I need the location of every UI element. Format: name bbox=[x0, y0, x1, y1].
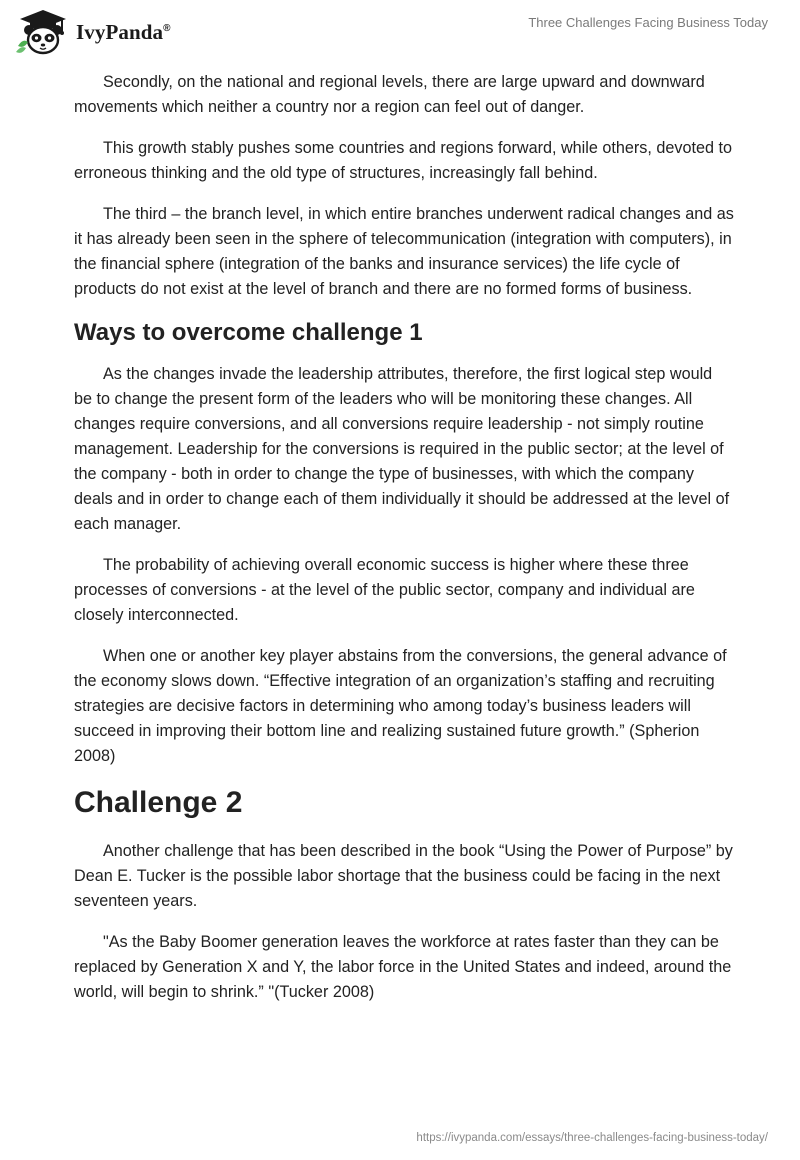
source-url[interactable]: https://ivypanda.com/essays/three-challenges-facing-business-today/ bbox=[416, 1132, 768, 1144]
section-heading-challenge-2: Challenge 2 bbox=[74, 786, 243, 819]
section-heading-ways: Ways to overcome challenge 1 bbox=[74, 319, 423, 346]
paragraph: When one or another key player abstains from the conversions, the general advance of the economy slows down. “Effective integration of an organization’s staffing and recruiting strategies are decisive factors in determining who among today’s business leaders will succeed in improving their bottom line and realizing sustained future growth.” (Spherion 2008) bbox=[74, 647, 727, 765]
page-header bbox=[0, 0, 800, 62]
panda-graduate-icon bbox=[14, 8, 72, 56]
logo[interactable] bbox=[14, 8, 171, 56]
logo-wordmark: IvyPanda® bbox=[76, 19, 171, 44]
document-title: Three Challenges Facing Business Today bbox=[528, 15, 768, 30]
paragraph: Another challenge that has been described in the book “Using the Power of Purpose” by Dean E. Tucker is the possible labor shortage that the business could be facing in the next seventeen years. bbox=[74, 842, 733, 910]
paragraph: Secondly, on the national and regional levels, there are large upward and downward movements which neither a country nor a region can feel out of danger. bbox=[74, 73, 705, 116]
paragraph: This growth stably pushes some countries and regions forward, while others, devoted to erroneous thinking and the old type of structures, increasingly fall behind. bbox=[74, 139, 732, 182]
paragraph: The probability of achieving overall economic success is higher where these three processes of conversions - at the level of the public sector, company and individual are closely interconnected. bbox=[74, 556, 695, 624]
paragraph: "As the Baby Boomer generation leaves the workforce at rates faster than they can be replaced by Generation X and Y, the labor force in the United States and indeed, around the world, will begin to shrink.” "(Tucker 2008) bbox=[74, 933, 732, 1001]
paragraph: The third – the branch level, in which entire branches underwent radical changes and as it has already been seen in the sphere of telecommunication (integration with computers), in the financial sphere (integration of the banks and insurance services) the life cycle of products do not exist at the level of branch and there are no formed forms of business. bbox=[74, 205, 734, 298]
essay-body bbox=[74, 70, 734, 1021]
paragraph: As the changes invade the leadership attributes, therefore, the first logical step would be to change the present form of the leaders who will be monitoring these changes. All changes require conversions, and all conversions require leadership - not simply routine management. Leadership for the conversions is required in the public sector; at the level of the company - both in order to change the type of businesses, with which the company deals and in order to change each of them individually it should be addressed at the level of each manager. bbox=[74, 365, 730, 533]
